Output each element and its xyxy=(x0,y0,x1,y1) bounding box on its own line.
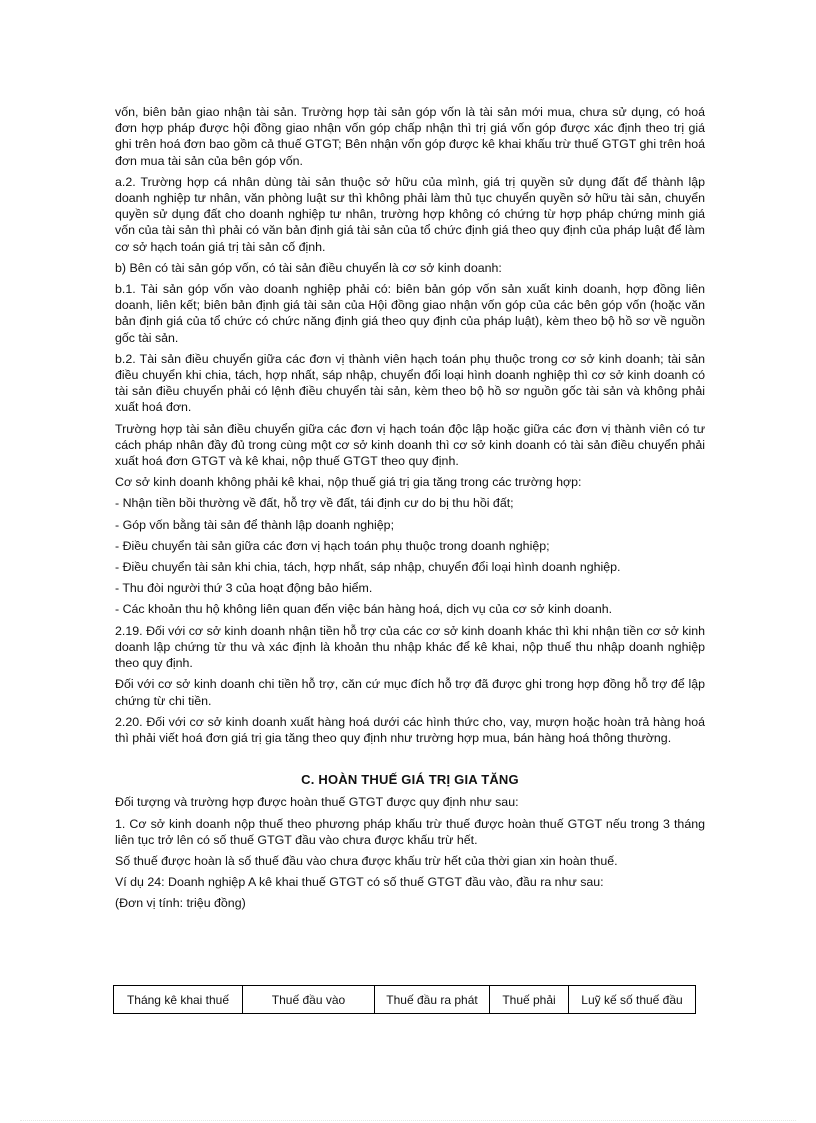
paragraph-b2: b.2. Tài sản điều chuyển giữa các đơn vị thành viên hạch toán phụ thuộc trong cơ sở kinh doanh; tài sản điều chuyển khi chia, tách, hợp nhất, sáp nhập, chuyển đổi loại hình doanh nghiệp thì cơ sở kinh doanh có tài sản điều chuyển phải có lệnh điều chuyển tài sản, kèm theo bộ hồ sơ nguồn gốc tài sản và không phải xuất hoá đơn. xyxy=(115,351,705,415)
list-item: - Điều chuyển tài sản khi chia, tách, hợp nhất, sáp nhập, chuyển đổi loại hình doanh nghiệp. xyxy=(115,560,621,575)
list-item: - Điều chuyển tài sản giữa các đơn vị hạch toán phụ thuộc trong doanh nghiệp; xyxy=(115,538,550,553)
list-item: - Các khoản thu hộ không liên quan đến việc bán hàng hoá, dịch vụ của cơ sở kinh doanh. xyxy=(115,602,613,617)
paragraph-no-vat-cases: Cơ sở kinh doanh không phải kê khai, nộp thuế giá trị gia tăng trong các trường hợp: xyxy=(115,475,582,490)
paragraph-2-19: 2.19. Đối với cơ sở kinh doanh nhận tiền hỗ trợ của các cơ sở kinh doanh khác thì khi nhận tiền cơ sở kinh doanh lập chứng từ thu và xác định là khoản thu nhập khác để kê khai, nộp thuế thu nhập doanh nghiệp theo quy định. xyxy=(115,623,705,671)
column-header-month: Tháng kê khai thuế xyxy=(114,986,243,1014)
list-item: - Góp vốn bằng tài sản để thành lập doanh nghiệp; xyxy=(115,517,395,532)
list-item: - Nhận tiền bồi thường về đất, hỗ trợ về đất, tái định cư do bị thu hồi đất; xyxy=(115,496,514,511)
paragraph-refund-amount: Số thuế được hoàn là số thuế đầu vào chưa được khấu trừ hết của thời gian xin hoàn thuế. xyxy=(115,853,618,868)
paragraph-support-payment: Đối với cơ sở kinh doanh chi tiền hỗ trợ, căn cứ mục đích hỗ trợ đã được ghi trong hợp đồng hỗ trợ để lập chứng từ chi tiền. xyxy=(115,677,705,708)
list-item: - Thu đòi người thứ 3 của hoạt động bảo hiểm. xyxy=(115,581,373,596)
table-header-row xyxy=(114,986,696,1014)
document-body xyxy=(115,104,705,917)
paragraph-2-20: 2.20. Đối với cơ sở kinh doanh xuất hàng hoá dưới các hình thức cho, vay, mượn hoặc hoàn trả hàng hoá thì phải viết hoá đơn giá trị gia tăng theo quy định như trường hợp mua, bán hàng hoá thông thường. xyxy=(115,714,705,745)
unit-note: (Đơn vị tính: triệu đồng) xyxy=(115,896,246,911)
paragraph-refund-intro: Đối tượng và trường hợp được hoàn thuế GTGT được quy định như sau: xyxy=(115,795,519,810)
paragraph-refund-rule-1: 1. Cơ sở kinh doanh nộp thuế theo phương pháp khấu trừ thuế được hoàn thuế GTGT nếu trong 3 tháng liên tục trở lên có số thuế GTGT đầu vào chưa được khấu trừ hết. xyxy=(115,816,705,847)
column-header-payable: Thuế phải xyxy=(490,986,569,1014)
column-header-output-tax: Thuế đầu ra phát xyxy=(375,986,490,1014)
page-bottom-divider xyxy=(20,1120,796,1121)
paragraph-example-24: Ví dụ 24: Doanh nghiệp A kê khai thuế GTGT có số thuế GTGT đầu vào, đầu ra như sau: xyxy=(115,875,604,890)
column-header-cumulative: Luỹ kế số thuế đầu xyxy=(569,986,696,1014)
paragraph-a2: a.2. Trường hợp cá nhân dùng tài sản thuộc sở hữu của mình, giá trị quyền sử dụng đất để thành lập doanh nghiệp tư nhân, văn phòng luật sư thì không phải làm thủ tục chuyển quyền sở hữu tài sản, chuyển quyền sử dụng đất cho doanh nghiệp tư nhân, trường hợp không có chứng từ hợp pháp chứng minh giá vốn của tài sản thì phải có văn bản định giá tài sản của tổ chức định giá theo quy định của pháp luật để làm cơ sở hạch toán giá trị tài sản cố định. xyxy=(115,174,705,254)
column-header-input-tax: Thuế đầu vào xyxy=(243,986,375,1014)
paragraph-independent-units: Trường hợp tài sản điều chuyển giữa các đơn vị hạch toán độc lập hoặc giữa các đơn vị thành viên có tư cách pháp nhân đầy đủ trong cùng một cơ sở kinh doanh thì cơ sở kinh doanh có tài sản điều chuyển phải xuất hoá đơn GTGT và kê khai, nộp thuế GTGT theo quy định. xyxy=(115,421,705,469)
paragraph-capital-invoice: vốn, biên bản giao nhận tài sản. Trường hợp tài sản góp vốn là tài sản mới mua, chưa sử dụng, có hoá đơn hợp pháp được hội đồng giao nhận vốn góp chấp nhận thì trị giá vốn góp được xác định theo trị giá ghi trên hoá đơn bao gồm cả thuế GTGT; Bên nhận vốn góp được kê khai khấu trừ thuế GTGT ghi trên hoá đơn mua tài sản của bên góp vốn. xyxy=(115,105,705,168)
paragraph-b1: b.1. Tài sản góp vốn vào doanh nghiệp phải có: biên bản góp vốn sản xuất kinh doanh, hợp đồng liên doanh, liên kết; biên bản định giá tài sản của Hội đồng giao nhận vốn góp của các bên góp vốn (hoặc văn bản định giá của tổ chức có chức năng định giá theo quy định của pháp luật), kèm theo bộ hồ sơ về nguồn gốc tài sản. xyxy=(115,282,705,345)
section-heading: C. HOÀN THUẾ GIÁ TRỊ GIA TĂNG xyxy=(301,772,519,788)
paragraph-b: b) Bên có tài sản góp vốn, có tài sản điều chuyển là cơ sở kinh doanh: xyxy=(115,260,502,275)
tax-table xyxy=(113,985,696,1014)
